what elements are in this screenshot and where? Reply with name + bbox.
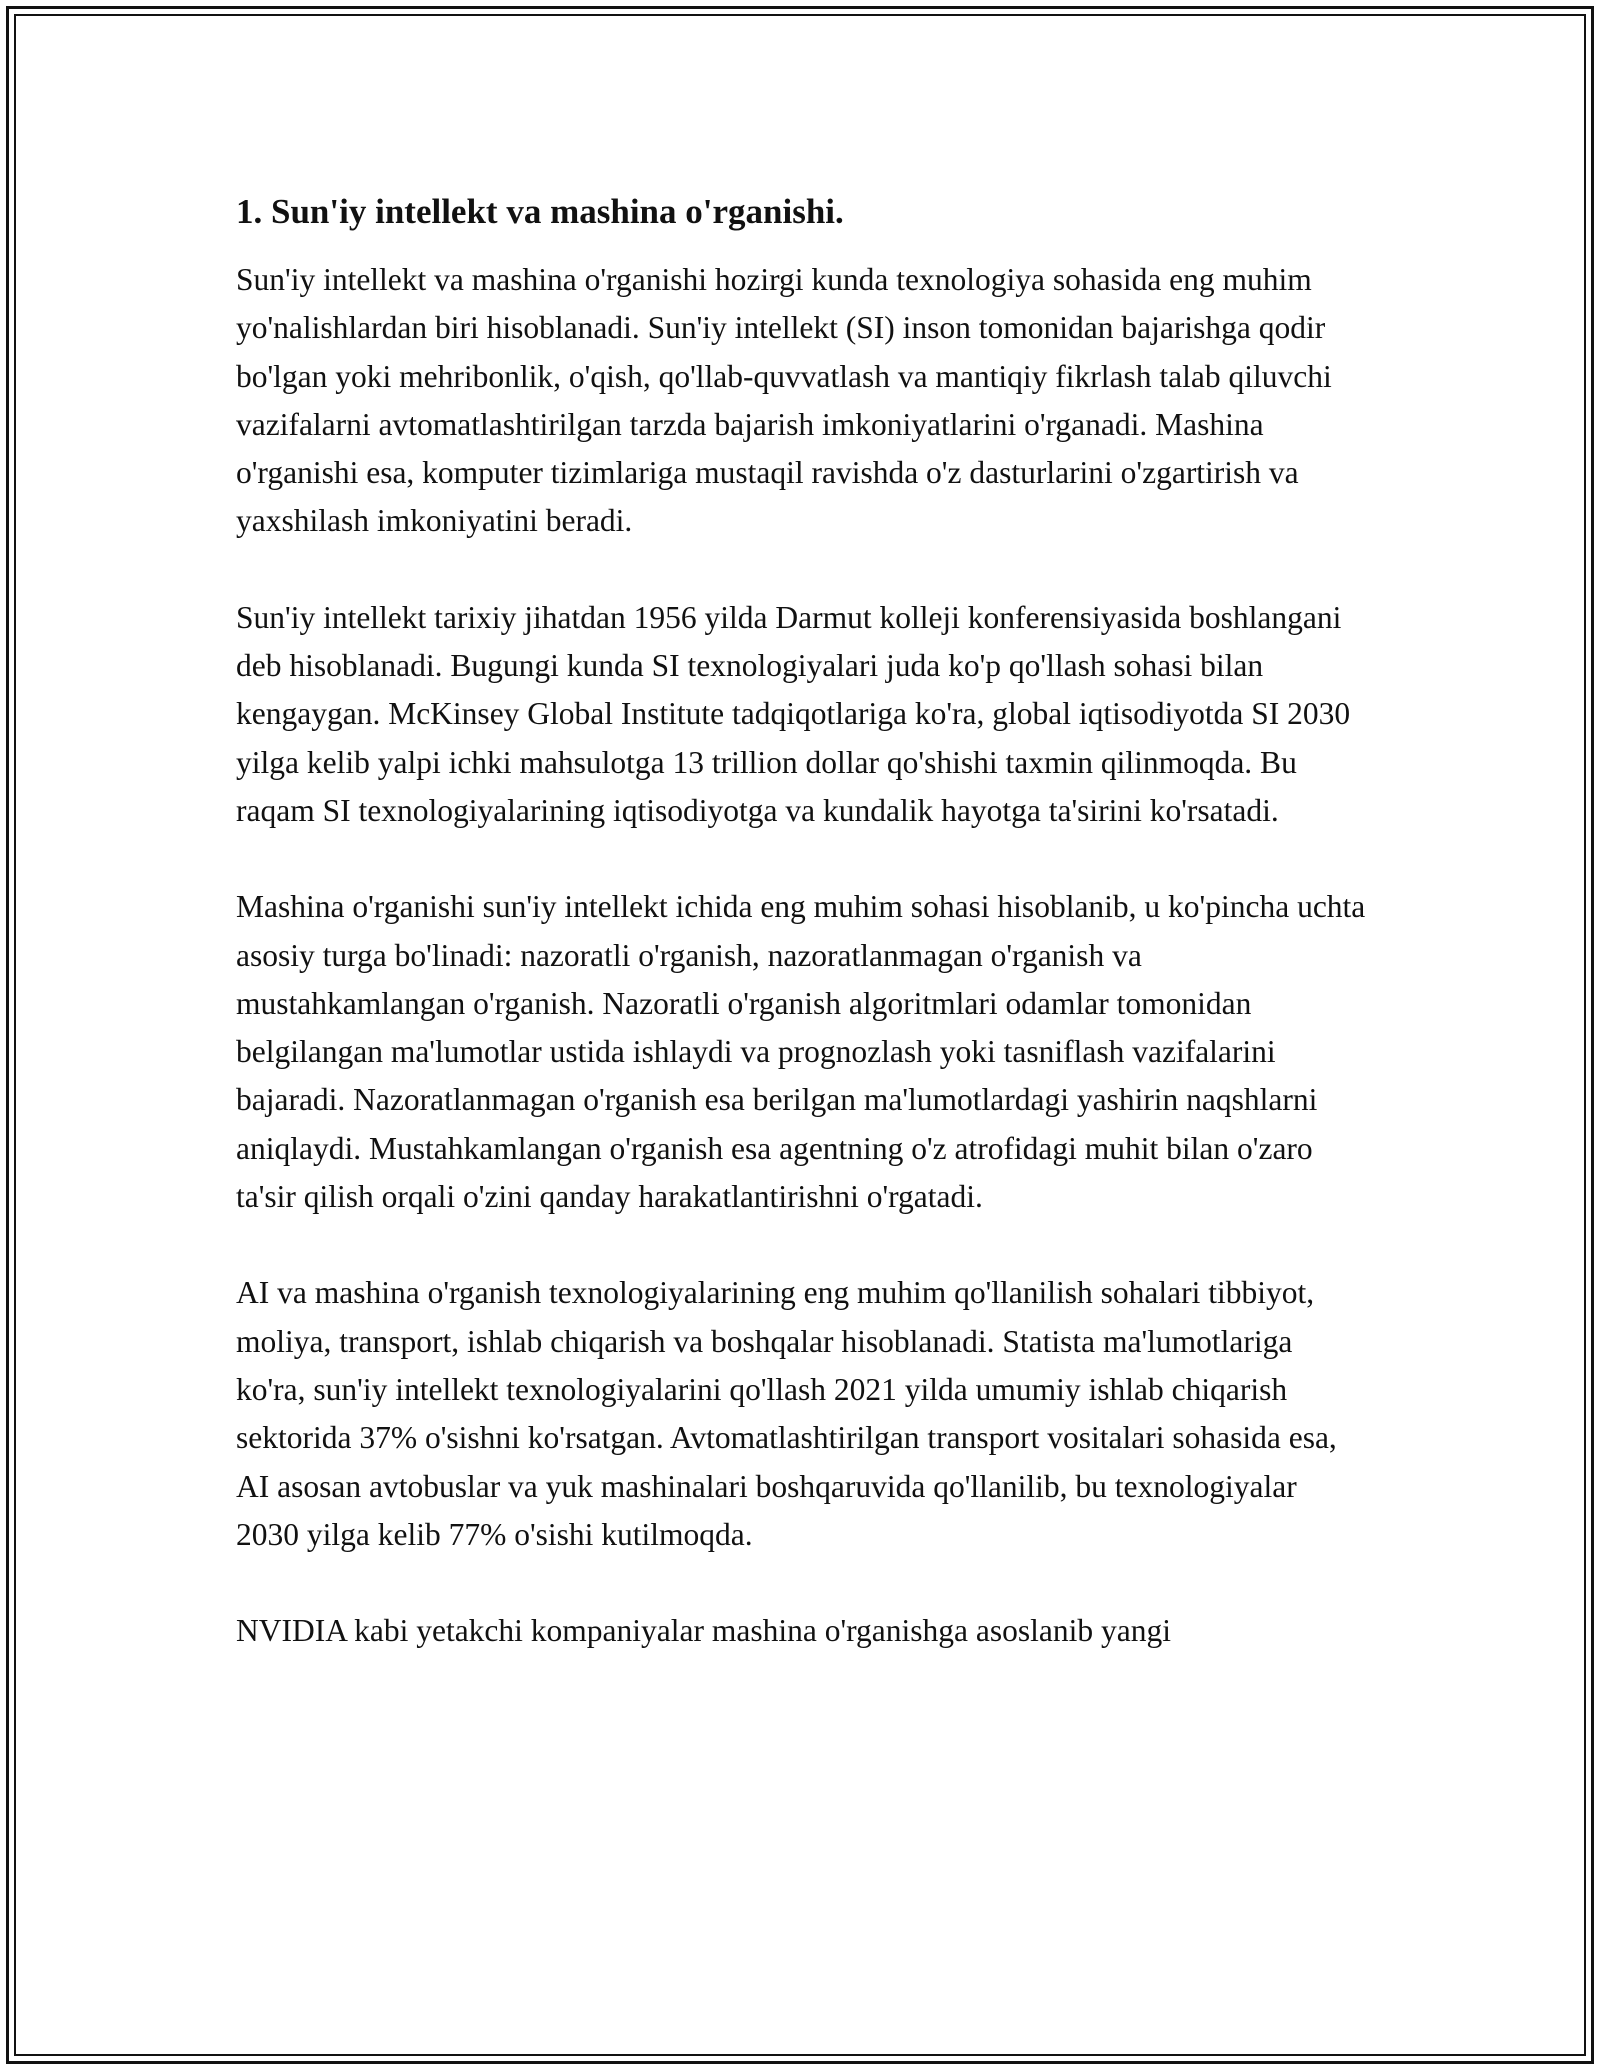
section-heading: 1. Sun'iy intellekt va mashina o'rganishi. [236,192,844,231]
document-body [236,190,1366,1703]
paragraph-5: NVIDIA kabi yetakchi kompaniyalar mashina o'rganishga asoslanib yangi [236,1613,1171,1649]
paragraph-3: Mashina o'rganishi sun'iy intellekt ichida eng muhim sohasi hisoblanib, u ko'pincha uchta asosiy turga bo'linadi: nazoratli o'rganish, nazoratlanmagan o'rganish va mustahkamlangan o'rganish. Nazoratli o'rganish algoritmlari odamlar tomonidan belgilangan ma'lumotlar ustida ishlaydi va prognozlash yoki tasniflash vazifalarini bajaradi. Nazoratlanmagan o'rganish esa berilgan ma'lumotlardagi yashirin naqshlarni aniqlaydi. Mustahkamlangan o'rganish esa agentning o'z atrofidagi muhit bilan o'zaro ta'sir qilish orqali o'zini qanday harakatlantirishni o'rgatadi. [236,889,1366,1215]
paragraph-1: Sun'iy intellekt va mashina o'rganishi hozirgi kunda texnologiya sohasida eng muhim yo'nalishlardan biri hisoblanadi. Sun'iy intellekt (SI) inson tomonidan bajarishga qodir bo'lgan yoki mehribonlik, o'qish, qo'llab-quvvatlash va mantiqiy fikrlash talab qiluvchi vazifalarni avtomatlashtirilgan tarzda bajarish imkoniyatlarini o'rganadi. Mashina o'rganishi esa, komputer tizimlariga mustaqil ravishda o'z dasturlarini o'zgartirish va yaxshilash imkoniyatini beradi. [236,262,1332,539]
paragraph-4: AI va mashina o'rganish texnologiyalarining eng muhim qo'llanilish sohalari tibbiyot, moliya, transport, ishlab chiqarish va boshqalar hisoblanadi. Statista ma'lumotlariga ko'ra, sun'iy intellekt texnologiyalarini qo'llash 2021 yilda umumiy ishlab chiqarish sektorida 37% o'sishni ko'rsatgan. Avtomatlashtirilgan transport vositalari sohasida esa, AI asosan avtobuslar va yuk mashinalari boshqaruvida qo'llanilib, bu texnologiyalar 2030 yilga kelib 77% o'sishi kutilmoqda. [236,1275,1337,1552]
paragraph-2: Sun'iy intellekt tarixiy jihatdan 1956 yilda Darmut kolleji konferensiyasida boshlangani deb hisoblanadi. Bugungi kunda SI texnologiyalari juda ko'p qo'llash sohasi bilan kengaygan. McKinsey Global Institute tadqiqotlariga ko'ra, global iqtisodiyotda SI 2030 yilga kelib yalpi ichki mahsulotga 13 trillion dollar qo'shishi taxmin qilinmoqda. Bu raqam SI texnologiyalarining iqtisodiyotga va kundalik hayotga ta'sirini ko'rsatadi. [236,599,1351,828]
